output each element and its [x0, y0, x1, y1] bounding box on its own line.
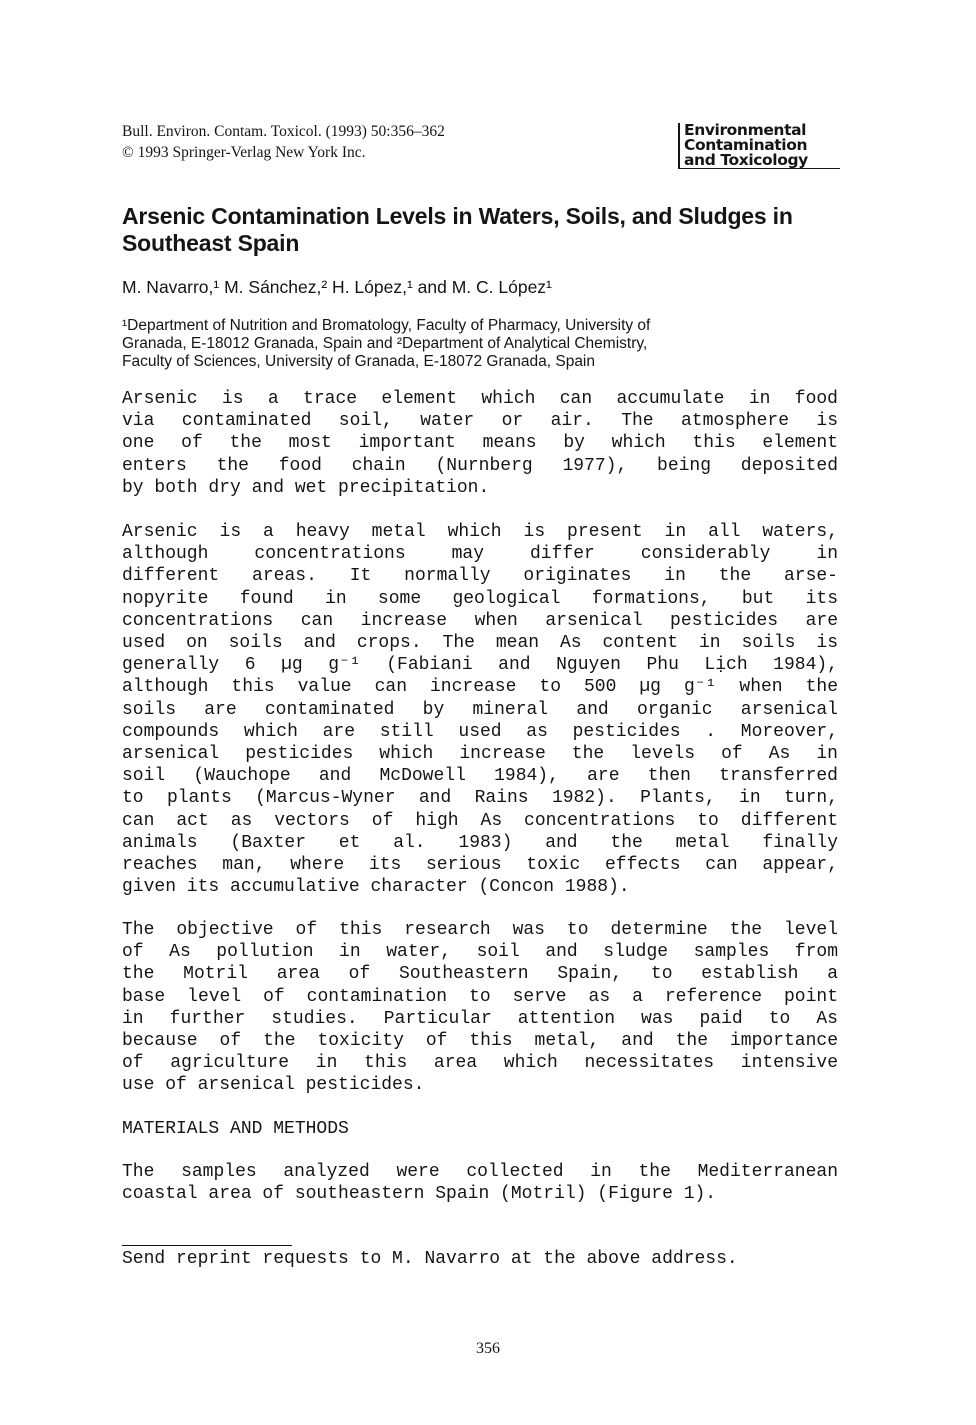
text-line: soils are contaminated by mineral and organic arsenical	[122, 699, 838, 720]
text-line: to plants (Marcus-Wyner and Rains 1982). Plants, in turn,	[122, 788, 838, 809]
affiliation-line: ¹Department of Nutrition and Bromatology, Faculty of Pharmacy, University of	[122, 317, 651, 334]
text-line: The samples analyzed were collected in the Mediterranean	[122, 1162, 838, 1182]
text-line: base level of contamination to serve as a reference point	[122, 986, 838, 1007]
text-line: use of arsenical pesticides.	[122, 1075, 425, 1096]
affiliation-line: Faculty of Sciences, University of Granada, E-18072 Granada, Spain	[122, 353, 595, 370]
text-line: although concentrations may differ considerably in	[122, 544, 838, 565]
page-number: 356	[476, 1340, 500, 1357]
text-line: concentrations can increase when arsenical pesticides are	[122, 610, 838, 631]
paragraph-methods	[122, 1161, 838, 1205]
text-line: via contaminated soil, water or air. The atmosphere is	[122, 411, 838, 432]
text-line: The objective of this research was to determine the level	[122, 920, 838, 940]
text-line: enters the food chain (Nurnberg 1977), being deposited	[122, 455, 838, 476]
text-line: Arsenic is a heavy metal which is present in all waters,	[122, 522, 838, 542]
paragraph-arsenic-sources	[122, 521, 838, 898]
text-line: because of the toxicity of this metal, and the importance	[122, 1031, 838, 1052]
journal-logo-line: Environmental	[678, 123, 840, 138]
affiliation-line: Granada, E-18012 Granada, Spain and ²Department of Analytical Chemistry,	[122, 335, 648, 352]
text-line: nopyrite found in some geological formations, but its	[122, 588, 838, 609]
affiliations	[122, 317, 842, 371]
text-line: Arsenic is a trace element which can accumulate in food	[122, 389, 838, 409]
journal-logo-line: and Toxicology	[678, 153, 840, 168]
text-line: soil (Wauchope and McDowell 1984), are then transferred	[122, 766, 838, 787]
paragraph-intro	[122, 388, 838, 499]
journal-logo	[678, 123, 840, 169]
text-line: compounds which are still used as pesticides . Moreover,	[122, 721, 838, 742]
text-line: of As pollution in water, soil and sludge samples from	[122, 942, 838, 963]
text-line: can act as vectors of high As concentrations to different	[122, 810, 838, 831]
text-line: generally 6 µg g⁻¹ (Fabiani and Nguyen Phu Lịch 1984),	[122, 655, 838, 676]
text-line: the Motril area of Southeastern Spain, to establish a	[122, 964, 838, 985]
text-line: used on soils and crops. The mean As content in soils is	[122, 633, 838, 654]
paragraph-objective	[122, 919, 838, 1097]
text-line: by both dry and wet precipitation.	[122, 477, 490, 498]
text-line: animals (Baxter et al. 1983) and the metal finally	[122, 832, 838, 853]
text-line: different areas. It normally originates in the arse-	[122, 566, 838, 587]
text-line: arsenical pesticides which increase the levels of As in	[122, 744, 838, 765]
text-line: of agriculture in this area which necessitates intensive	[122, 1053, 838, 1074]
article-title: Arsenic Contamination Levels in Waters, Soils, and Sludges in Southeast Spain	[122, 203, 793, 256]
copyright-line: © 1993 Springer-Verlag New York Inc.	[122, 144, 366, 161]
text-line: given its accumulative character (Concon 1988).	[122, 877, 630, 898]
footnote: Send reprint requests to M. Navarro at the above address.	[122, 1249, 738, 1269]
text-line: coastal area of southeastern Spain (Motril) (Figure 1).	[122, 1184, 717, 1205]
author-list: M. Navarro,¹ M. Sánchez,² H. López,¹ and M. C. López¹	[122, 277, 552, 297]
text-line: although this value can increase to 500 µg g⁻¹ when the	[122, 677, 838, 698]
footnote-divider	[122, 1245, 292, 1246]
text-line: in further studies. Particular attention was paid to As	[122, 1008, 838, 1029]
text-line: one of the most important means by which this element	[122, 433, 838, 454]
citation-block	[122, 121, 445, 163]
text-line: reaches man, where its serious toxic effects can appear,	[122, 855, 838, 876]
citation-line: Bull. Environ. Contam. Toxicol. (1993) 50:356–362	[122, 123, 445, 140]
section-heading: MATERIALS AND METHODS	[122, 1119, 349, 1139]
journal-logo-line: Contamination	[678, 138, 840, 153]
